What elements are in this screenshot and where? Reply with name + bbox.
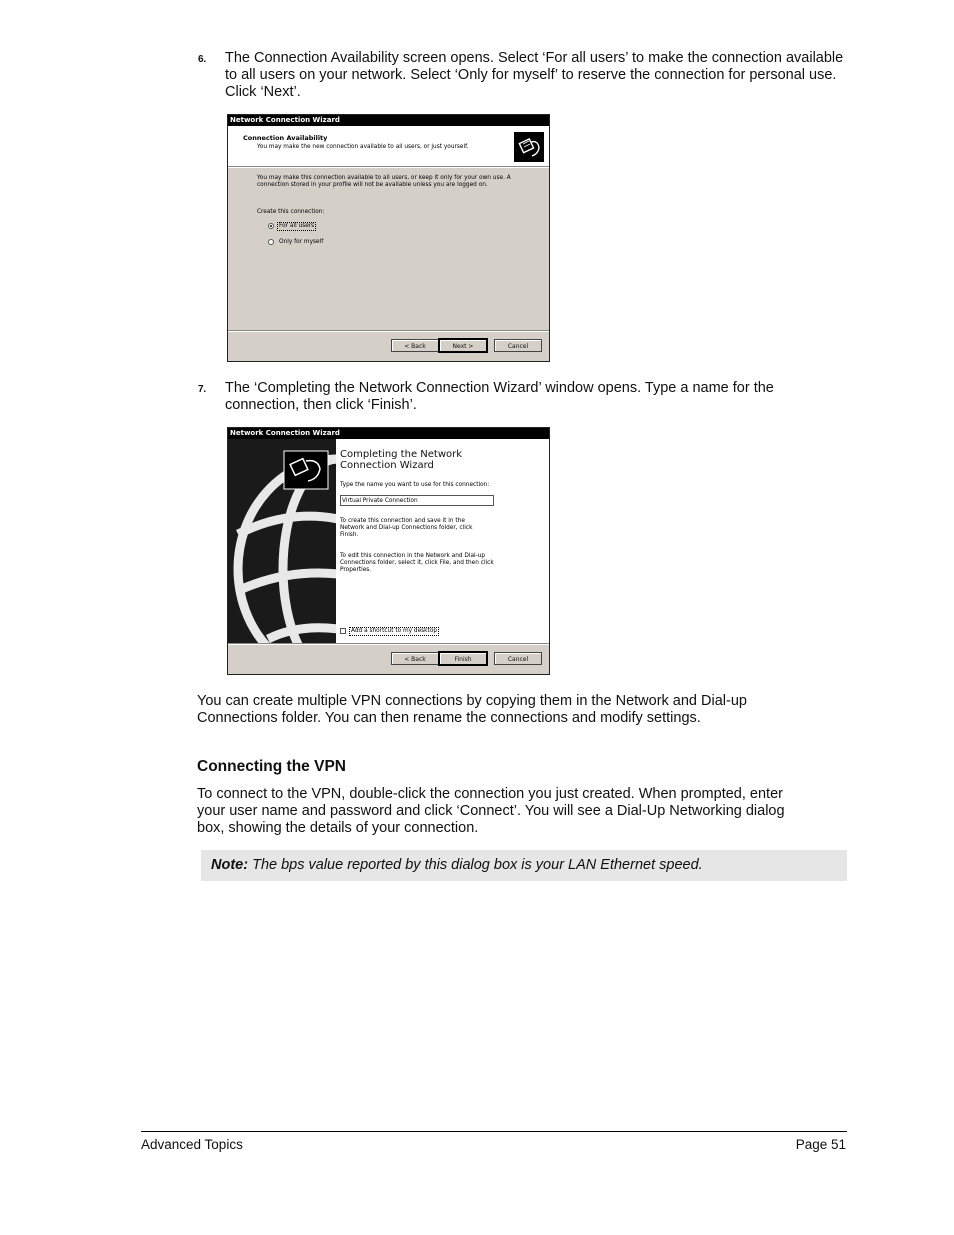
dialog-header	[228, 126, 549, 166]
note-label: Note:	[211, 857, 249, 873]
create-connection-label: Create this connection:	[257, 209, 325, 215]
footer-page-number: Page 51	[795, 1137, 846, 1152]
checkbox-label: Add a shortcut to my desktop	[351, 628, 438, 634]
footer-rule	[141, 1131, 847, 1132]
footer-separator	[228, 643, 549, 645]
header-title: Connection Availability	[243, 134, 328, 142]
checkbox-unchecked-icon	[340, 628, 346, 634]
connect-vpn-paragraph	[197, 786, 847, 837]
step-number: 7.	[198, 384, 206, 395]
paragraph-line: To connect to the VPN, double-click the connection you just created. When prompted, enter	[197, 786, 783, 802]
step-number: 6.	[198, 54, 206, 65]
finish-button[interactable]: Finish	[439, 652, 487, 665]
dialog-titlebar: Network Connection Wizard	[228, 115, 549, 126]
wizard-heading-line: Completing the Network	[340, 449, 463, 460]
paragraph-line: your user name and password and click ‘Connect’. You will see a Dial-Up Networking dialog	[197, 803, 785, 819]
network-wizard-icon	[514, 132, 544, 162]
completing-wizard-dialog	[227, 427, 550, 675]
radio-unselected-icon	[268, 239, 274, 245]
radio-label: Only for myself	[279, 239, 324, 245]
paragraph-line: box, showing the details of your connection.	[197, 820, 479, 836]
connection-availability-dialog	[227, 114, 550, 362]
globe-graphic	[228, 439, 336, 643]
wizard-content	[336, 439, 549, 643]
info-line: Network and Dial-up Connections folder, click	[340, 525, 473, 531]
info-line: Properties.	[340, 567, 372, 573]
name-prompt: Type the name you want to use for this connection:	[340, 482, 490, 488]
back-button[interactable]: < Back	[391, 339, 439, 352]
footer-section-title: Advanced Topics	[141, 1137, 243, 1152]
globe-icon	[228, 439, 336, 643]
wizard-heading	[340, 449, 462, 471]
connection-name-input[interactable]: Virtual Private Connection	[340, 495, 494, 506]
wizard-heading-line: Connection Wizard	[340, 460, 434, 471]
step-text: The ‘Completing the Network Connection Wizard’ window opens. Type a name for the connection, then click ‘Finish’.	[225, 380, 774, 413]
info-line: Connections folder, select it, click File, and then click	[340, 560, 494, 566]
paragraph-line: Connections folder. You can then rename the connections and modify settings.	[197, 710, 701, 726]
vpn-multiple-paragraph	[197, 693, 847, 727]
header-separator	[228, 166, 549, 168]
body-line: You may make this connection available to all users, or keep it only for your own use. A	[257, 175, 511, 181]
back-button[interactable]: < Back	[391, 652, 439, 665]
footer-separator	[228, 330, 549, 332]
edit-info	[340, 553, 494, 574]
info-line: To edit this connection in the Network and Dial-up	[340, 553, 486, 559]
section-heading: Connecting the VPN	[197, 758, 346, 775]
info-line: Finish.	[340, 532, 359, 538]
note-box	[201, 850, 847, 881]
step-text: The Connection Availability screen opens. Select ‘For all users’ to make the connection available to all users on your network. Select ‘Only for myself’ to reserve the connection for personal use. Click ‘Next’.	[225, 50, 844, 100]
dialog-titlebar: Network Connection Wizard	[228, 428, 549, 439]
note-text: The bps value reported by this dialog box is your LAN Ethernet speed.	[248, 857, 703, 873]
create-info	[340, 518, 472, 539]
radio-selected-icon	[268, 223, 274, 229]
cancel-button[interactable]: Cancel	[494, 339, 542, 352]
info-line: To create this connection and save it in the	[340, 518, 465, 524]
next-button[interactable]: Next >	[439, 339, 487, 352]
header-subtitle: You may make the new connection available to all users, or just yourself.	[257, 144, 469, 150]
body-line: connection stored in your profile will not be available unless you are logged on.	[257, 182, 488, 188]
radio-label: For all users	[279, 223, 315, 229]
paragraph-line: You can create multiple VPN connections by copying them in the Network and Dial-up	[197, 693, 747, 709]
cancel-button[interactable]: Cancel	[494, 652, 542, 665]
